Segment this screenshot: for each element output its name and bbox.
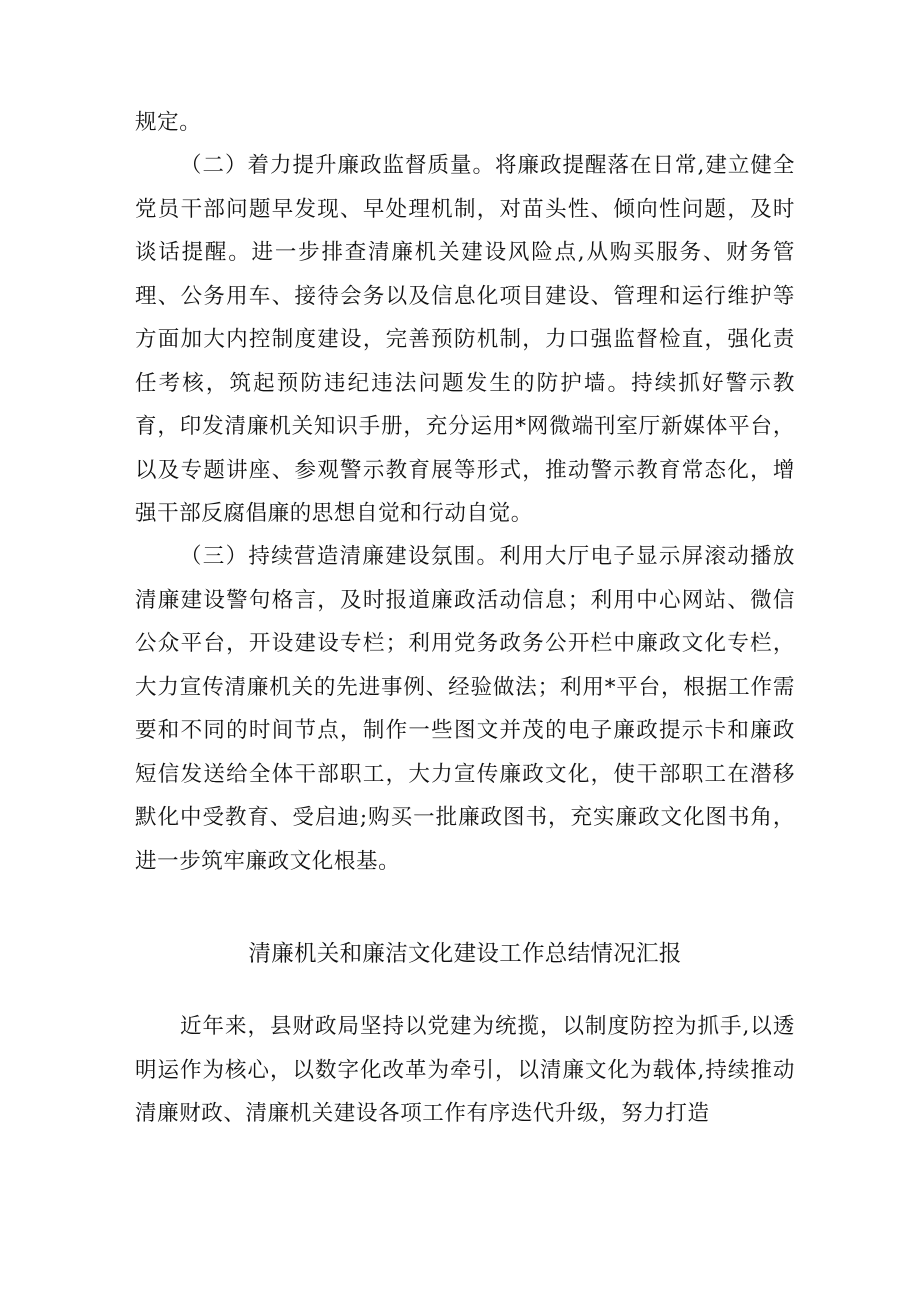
intro-paragraph: 近年来，县财政局坚持以党建为统揽，以制度防控为抓手,以透明运作为核心，以数字化改革为牵引，以清廉文化为载体,持续推动清廉财政、清廉机关建设各项工作有序迭代升级，努力打造 <box>135 1014 795 1126</box>
paragraph-continuation: 规定。 <box>135 110 202 135</box>
report-title: 清廉机关和廉洁文化建设工作总结情况汇报 <box>248 941 682 967</box>
section-three-paragraph: （三）持续营造清廉建设氛围。利用大厅电子显示屏滚动播放清廉建设警句格言，及时报道廉政活动信息；利用中心网站、微信公众平台，开设建设专栏；利用党务政务公开栏中廉政文化专栏，大力宣传清廉机关的先进事例、经验做法；利用*平台，根据工作需要和不同的时间节点，制作一些图文并茂的电子廉政提示卡和廉政短信发送给全体干部职工，大力宣传廉政文化，使干部职工在潜移默化中受教育、受启迪;购买一批廉政图书，充实廉政文化图书角，进一步筑牢廉政文化根基。 <box>135 544 795 874</box>
section-two-paragraph: （二）着力提升廉政监督质量。将廉政提醒落在日常,建立健全党员干部问题早发现、早处理机制，对苗头性、倾向性问题，及时谈话提醒。进一步排查清廉机关建设风险点,从购买服务、财务管理、公务用车、接待会务以及信息化项目建设、管理和运行维护等方面加大内控制度建设，完善预防机制，力口强监督检直，强化责任考核，筑起预防违纪违法问题发生的防护墙。持续抓好警示教育，印发清廉机关知识手册，充分运用*网微端刊室厅新媒体平台，以及专题讲座、参观警示教育展等形式，推动警示教育常态化，增强干部反腐倡廉的思想自觉和行动自觉。 <box>135 153 795 526</box>
